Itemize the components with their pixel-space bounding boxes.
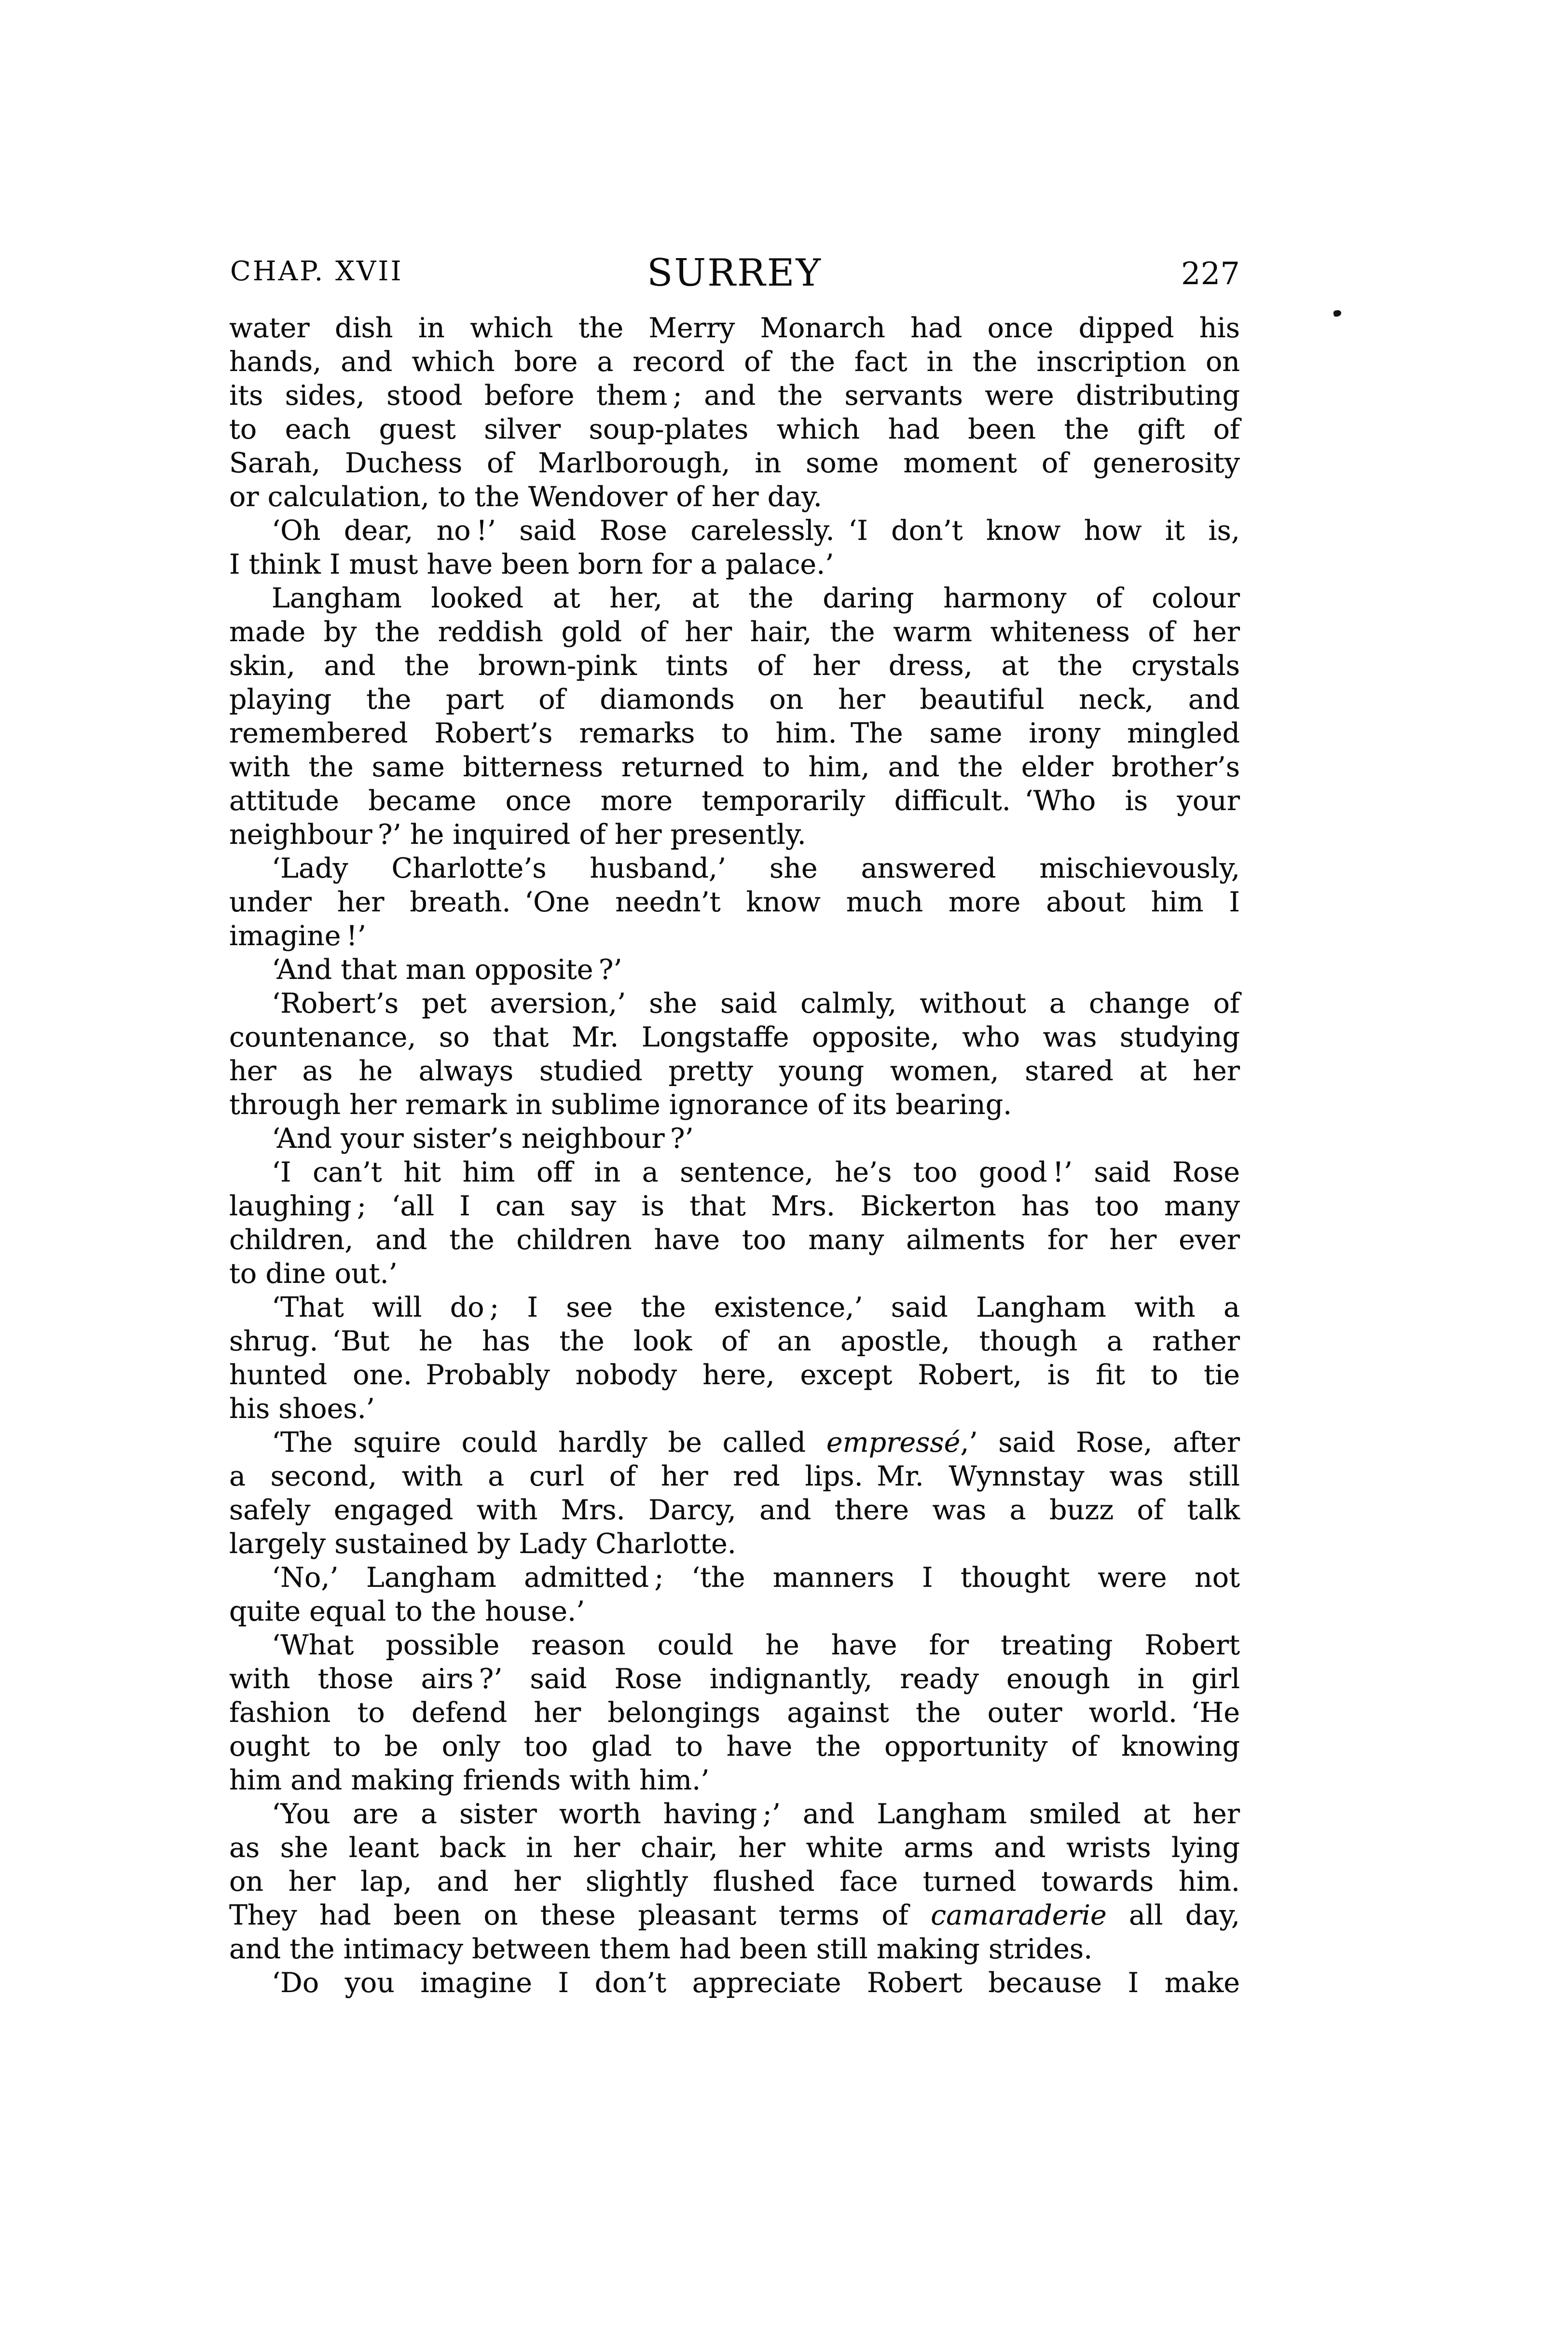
text-line xyxy=(229,649,1240,683)
text-line xyxy=(229,1493,1240,1527)
text-line xyxy=(229,581,1240,615)
text-segment: largely sustained by Lady Charlotte. xyxy=(229,1528,736,1560)
text-segment: a second, with a curl of her red lips. Mr. Wynnstay was still xyxy=(229,1460,1240,1492)
text-line xyxy=(229,514,1240,548)
text-segment: all day, xyxy=(1106,1899,1240,1931)
text-line xyxy=(229,1730,1240,1763)
text-segment: ‘Robert’s pet aversion,’ she said calmly, without a change of xyxy=(272,988,1240,1019)
text-line xyxy=(229,311,1240,345)
text-segment: laughing ; ‘all I can say is that Mrs. Bickerton has too many xyxy=(229,1190,1240,1222)
italic-text: empressé xyxy=(826,1427,961,1458)
chapter-heading: CHAP. XVII xyxy=(230,256,403,287)
text-segment: safely engaged with Mrs. Darcy, and there was a buzz of talk xyxy=(229,1494,1240,1526)
text-segment: ‘Lady Charlotte’s husband,’ she answered mischievously, xyxy=(272,853,1240,884)
text-line xyxy=(229,1797,1240,1831)
text-segment: quite equal to the house.’ xyxy=(229,1596,585,1627)
running-title: SURREY xyxy=(646,251,823,295)
text-segment: under her breath. ‘One needn’t know much more about him I xyxy=(229,886,1240,918)
text-line xyxy=(229,852,1240,885)
text-segment: on her lap, and her slightly flushed face turned towards him. xyxy=(229,1866,1240,1898)
text-line xyxy=(229,1696,1240,1730)
text-segment: with those airs ?’ said Rose indignantly, ready enough in girl xyxy=(229,1663,1240,1695)
text-line xyxy=(229,1020,1240,1054)
text-line xyxy=(229,1088,1240,1122)
text-segment: ‘And that man opposite ?’ xyxy=(272,954,622,986)
text-segment: imagine !’ xyxy=(229,920,366,952)
text-line xyxy=(229,446,1240,480)
text-line xyxy=(229,1831,1240,1865)
text-segment: ‘And your sister’s neighbour ?’ xyxy=(272,1123,694,1155)
text-segment: her as he always studied pretty young women, stared at her xyxy=(229,1055,1240,1087)
text-segment: made by the reddish gold of her hair, the warm whiteness of her xyxy=(229,616,1240,648)
text-segment: as she leant back in her chair, her white arms and wrists lying xyxy=(229,1832,1240,1864)
text-segment: They had been on these pleasant terms of xyxy=(229,1899,931,1931)
text-segment: ,’ said Rose, after xyxy=(960,1427,1240,1458)
text-line xyxy=(229,885,1240,919)
text-line xyxy=(229,683,1240,716)
text-segment: Langham looked at her, at the daring harmony of colour xyxy=(272,582,1240,614)
text-segment: ‘I can’t hit him off in a sentence, he’s too good !’ said Rose xyxy=(272,1156,1240,1188)
text-segment: hands, and which bore a record of the fact in the inscription on xyxy=(229,346,1240,378)
text-segment: countenance, so that Mr. Longstaffe opposite, who was studying xyxy=(229,1021,1240,1053)
text-segment: and the intimacy between them had been still making strides. xyxy=(229,1933,1093,1965)
text-line xyxy=(229,1932,1240,1966)
text-segment: attitude became once more temporarily difficult. ‘Who is your xyxy=(229,785,1240,817)
text-line xyxy=(229,716,1240,750)
text-line xyxy=(229,548,1240,581)
text-segment: ‘Do you imagine I don’t appreciate Robert because I make xyxy=(272,1967,1240,1999)
text-segment: children, and the children have too many ailments for her ever xyxy=(229,1224,1240,1256)
text-line xyxy=(229,1561,1240,1595)
text-line xyxy=(229,1257,1240,1291)
text-segment: ‘Oh dear, no !’ said Rose carelessly. ‘I don’t know how it is, xyxy=(272,515,1240,547)
text-line xyxy=(229,1054,1240,1088)
text-segment: or calculation, to the Wendover of her day. xyxy=(229,481,822,513)
text-line xyxy=(229,379,1240,413)
text-segment: ‘The squire could hardly be called xyxy=(272,1427,826,1458)
text-line xyxy=(229,1291,1240,1324)
ink-speck xyxy=(1333,310,1342,317)
text-line xyxy=(229,1628,1240,1662)
text-line xyxy=(229,1324,1240,1358)
text-segment: skin, and the brown-pink tints of her dress, at the crystals xyxy=(229,650,1240,682)
text-line xyxy=(229,1898,1240,1932)
text-segment: him and making friends with him.’ xyxy=(229,1764,710,1796)
text-segment: hunted one. Probably nobody here, except Robert, is fit to tie xyxy=(229,1359,1240,1391)
text-segment: remembered Robert’s remarks to him. The same irony mingled xyxy=(229,717,1240,749)
text-line xyxy=(229,1459,1240,1493)
text-line xyxy=(229,1966,1240,2000)
text-line xyxy=(229,1527,1240,1561)
text-segment: with the same bitterness returned to him, and the elder brother’s xyxy=(229,751,1240,783)
text-line xyxy=(229,1392,1240,1426)
text-line xyxy=(229,1122,1240,1155)
text-segment: to each guest silver soup-plates which had been the gift of xyxy=(229,413,1240,445)
text-line xyxy=(229,1189,1240,1223)
text-line xyxy=(229,919,1240,953)
text-line xyxy=(229,1223,1240,1257)
text-line xyxy=(229,953,1240,987)
text-line xyxy=(229,413,1240,446)
text-segment: his shoes.’ xyxy=(229,1393,375,1425)
text-line xyxy=(229,1763,1240,1797)
text-line xyxy=(229,1155,1240,1189)
text-segment: its sides, stood before them ; and the servants were distributing xyxy=(229,380,1240,412)
italic-text: camaraderie xyxy=(931,1899,1107,1931)
text-segment: shrug. ‘But he has the look of an apostle, though a rather xyxy=(229,1325,1240,1357)
page-header xyxy=(229,251,1240,295)
text-segment: to dine out.’ xyxy=(229,1258,398,1290)
text-segment: water dish in which the Merry Monarch had once dipped his xyxy=(229,312,1240,344)
text-segment: ‘You are a sister worth having ;’ and Langham smiled at her xyxy=(272,1798,1240,1830)
text-segment: neighbour ?’ he inquired of her presently. xyxy=(229,819,806,851)
text-line xyxy=(229,345,1240,379)
text-line xyxy=(229,1865,1240,1898)
text-line xyxy=(229,1662,1240,1696)
page-number: 227 xyxy=(1181,256,1240,292)
text-line xyxy=(229,1358,1240,1392)
text-segment: playing the part of diamonds on her beautiful neck, and xyxy=(229,684,1240,715)
text-line xyxy=(229,750,1240,784)
text-line xyxy=(229,1595,1240,1628)
text-line xyxy=(229,818,1240,852)
text-line xyxy=(229,784,1240,818)
text-segment: I think I must have been born for a palace.’ xyxy=(229,549,834,580)
text-line xyxy=(229,615,1240,649)
text-segment: through her remark in sublime ignorance of its bearing. xyxy=(229,1089,1012,1121)
text-segment: Sarah, Duchess of Marlborough, in some moment of generosity xyxy=(229,447,1240,479)
text-segment: ‘No,’ Langham admitted ; ‘the manners I thought were not xyxy=(272,1562,1240,1594)
text-line xyxy=(229,1426,1240,1459)
page-text xyxy=(229,311,1240,2000)
text-segment: fashion to defend her belongings against the outer world. ‘He xyxy=(229,1697,1240,1729)
text-segment: ‘That will do ; I see the existence,’ said Langham with a xyxy=(272,1292,1240,1323)
text-line xyxy=(229,987,1240,1020)
text-segment: ought to be only too glad to have the opportunity of knowing xyxy=(229,1731,1240,1762)
text-line xyxy=(229,480,1240,514)
text-segment: ‘What possible reason could he have for treating Robert xyxy=(272,1629,1240,1661)
